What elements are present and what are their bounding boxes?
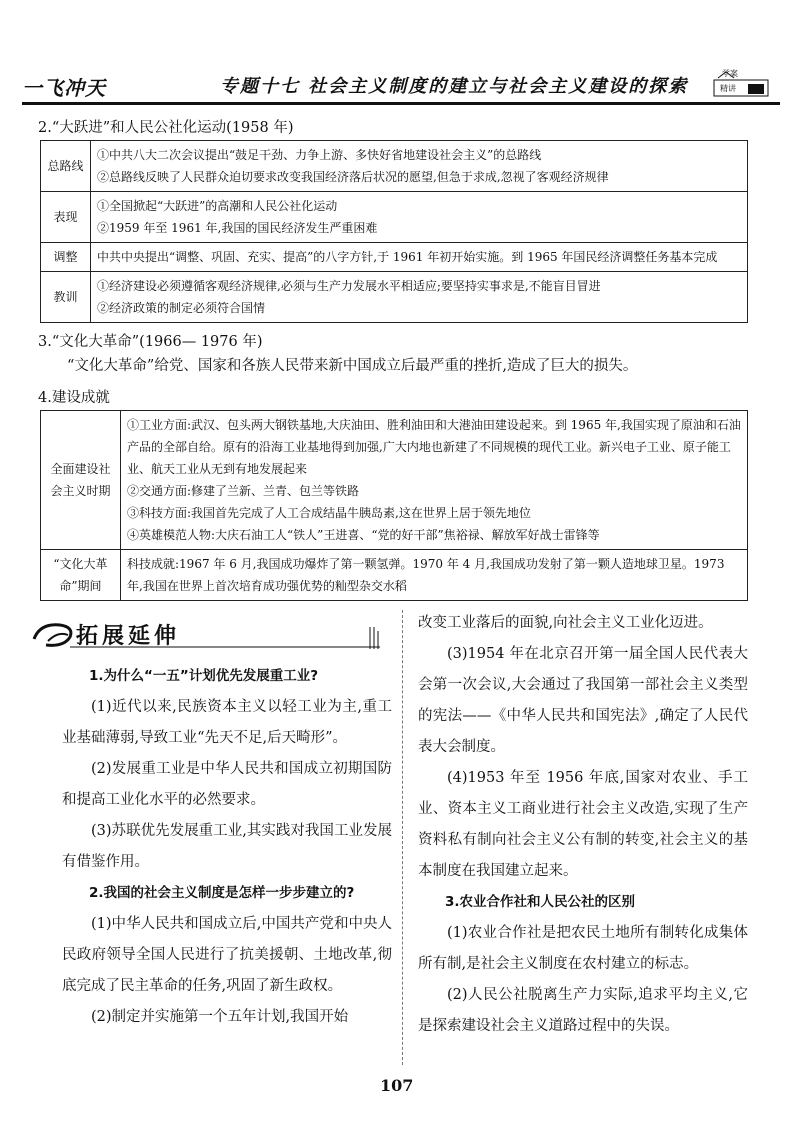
section2-title: 2.“大跃进”和人民公社化运动(1958 年)	[38, 120, 294, 136]
row-label-line: 命”期间	[59, 579, 102, 593]
row-line: 中共中央提出“调整、巩固、充实、提高”的八字方针,于 1961 年初开始实施。到 1965 年国民经济调整任务基本完成	[97, 250, 718, 264]
table-row	[41, 272, 748, 323]
section4-title: 4.建设成就	[38, 390, 110, 406]
row-content	[91, 243, 748, 272]
banner-title: 拓展延伸	[76, 624, 181, 649]
table-row	[41, 243, 748, 272]
paragraph: (1)中华人民共和国成立后,中国共产党和中央人民政府领导全国人民进行了抗美援朝、土地改革,彻底完成了民主革命的任务,巩固了新生政权。	[62, 916, 392, 994]
paragraph: (3)苏联优先发展重工业,其实践对我国工业发展有借鉴作用。	[62, 823, 392, 870]
header-rule	[22, 102, 780, 105]
corner-label-2: 精讲	[720, 84, 736, 93]
row-line: ①中共八大二次会议提出“鼓足干劲、力争上游、多快好省地建设社会主义”的总路线	[97, 148, 542, 162]
row-label: 表现	[41, 192, 91, 243]
row-content	[91, 272, 748, 323]
row-line: ②总路线反映了人民群众迫切要求改变我国经济落后状况的愿望,但急于求成,忽视了客观经济规律	[97, 170, 609, 184]
page-header	[22, 66, 780, 106]
row-line: ①工业方面:武汉、包头两大钢铁基地,大庆油田、胜利油田和大港油田建设起来。到 1965 年,我国实现了原油和石油产品的全部自给。原有的沿海工业基地得到加强,广大内地也新建了不同规模的现代工业。新兴电子工业、原子能工业、航天工业从无到有地发展起来	[127, 418, 741, 476]
paragraph: (2)发展重工业是中华人民共和国成立初期国防和提高工业化水平的必然要求。	[62, 761, 392, 808]
row-line: ③科技方面:我国首先完成了人工合成结晶牛胰岛素,这在世界上居于领先地位	[127, 506, 531, 520]
column-divider	[402, 610, 403, 1065]
row-content	[91, 141, 748, 192]
topic-title: 专题十七 社会主义制度的建立与社会主义建设的探索	[220, 76, 689, 97]
paragraph: (4)1953 年至 1956 年底,国家对农业、手工业、资本主义工商业进行社会主义改造,实现了生产资料私有制向社会主义公有制的转变,社会主义的基本制度在我国建立起来。	[418, 770, 748, 879]
row-line: ④英雄模范人物:大庆石油工人“铁人”王进喜、“党的好干部”焦裕禄、解放军好战士雷锋等	[127, 528, 600, 542]
row-label-line: “文化大革	[53, 557, 108, 571]
question-heading: 3.农业合作社和人民公社的区别	[445, 894, 636, 910]
row-line: 科技成就:1967 年 6 月,我国成功爆炸了第一颗氢弹。1970 年 4 月,我国成功发射了第一颗人造地球卫星。1973 年,我国在世界上首次培育成功强优势的籼型杂交水稻	[127, 557, 725, 593]
row-label: 总路线	[41, 141, 91, 192]
row-line: ②经济政策的制定必须符合国情	[97, 301, 266, 315]
paragraph: (1)农业合作社是把农民土地所有制转化成集体所有制,是社会主义制度在农村建立的标志。	[418, 925, 748, 972]
table-row	[41, 192, 748, 243]
table-row	[41, 550, 748, 601]
row-line: ②交通方面:修建了兰新、兰青、包兰等铁路	[127, 484, 360, 498]
paragraph: (3)1954 年在北京召开第一届全国人民代表大会第一次会议,大会通过了我国第一部社会主义类型的宪法——《中华人民共和国宪法》,确定了人民代表大会制度。	[418, 646, 748, 755]
paragraph: (2)人民公社脱离生产力实际,追求平均主义,它是探索建设社会主义道路过程中的失误。	[418, 987, 748, 1034]
row-label: 教训	[41, 272, 91, 323]
row-line: ①经济建设必须遵循客观经济规律,必须与生产力发展水平相适应;要坚持实事求是,不能盲目冒进	[97, 279, 601, 293]
row-content	[121, 411, 748, 550]
section3-title: 3.“文化大革命”(1966— 1976 年)	[38, 334, 263, 350]
brand-title: 一飞冲天	[22, 76, 106, 100]
paragraph: (1)近代以来,民族资本主义以轻工业为主,重工业基础薄弱,导致工业“先天不足,后天畸形”。	[62, 699, 392, 746]
page-number: 107	[380, 1076, 414, 1095]
paragraph: 改变工业落后的面貌,向社会主义工业化迈进。	[418, 615, 713, 631]
question-heading: 1.为什么“一五”计划优先发展重工业?	[89, 668, 319, 684]
row-label-line: 全面建设社	[50, 462, 111, 476]
row-label	[41, 411, 121, 550]
left-column	[62, 661, 392, 1033]
row-line: ①全国掀起“大跃进”的高潮和人民公社化运动	[97, 199, 338, 213]
row-label: 调整	[41, 243, 91, 272]
section3-text: “文化大革命”给党、国家和各族人民带来新中国成立后最严重的挫折,造成了巨大的损失。	[67, 358, 638, 374]
paragraph: (2)制定并实施第一个五年计划,我国开始	[91, 1009, 349, 1025]
corner-label-1: 学案	[722, 69, 738, 78]
right-column	[418, 608, 748, 1042]
row-content	[91, 192, 748, 243]
table-row	[41, 411, 748, 550]
row-line: ②1959 年至 1961 年,我国的国民经济发生严重困难	[97, 221, 378, 235]
row-content	[121, 550, 748, 601]
section4-table	[40, 410, 748, 601]
row-label	[41, 550, 121, 601]
table-row	[41, 141, 748, 192]
question-heading: 2.我国的社会主义制度是怎样一步步建立的?	[89, 885, 355, 901]
corner-badge	[712, 70, 770, 98]
extension-banner	[30, 617, 390, 651]
section2-table	[40, 140, 748, 323]
row-label-line: 会主义时期	[50, 484, 111, 498]
